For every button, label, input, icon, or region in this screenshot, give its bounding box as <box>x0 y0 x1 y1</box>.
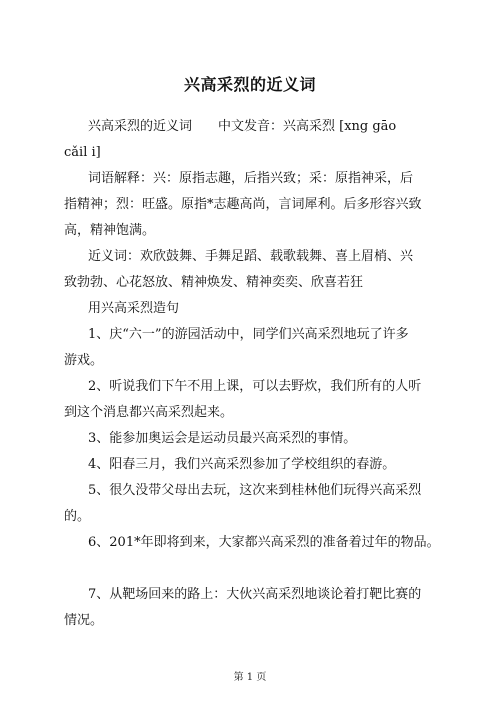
example-sentence: 6、201*年即将到来，大家都兴高采烈的准备着过年的物品。 <box>88 535 440 550</box>
example-sentence: 1、庆“六一”的游园活动中，同学们兴高采烈地玩了许多 <box>88 327 409 342</box>
text-line: 指精神；烈：旺盛。原指*志趣高尚，言词犀利。后多形容兴致 <box>64 197 422 212</box>
text-line: 情况。 <box>64 613 104 628</box>
example-sentence: 3、能参加奥运会是运动员最兴高采烈的事情。 <box>88 431 357 446</box>
text-line: 致勃勃、心花怒放、精神焕发、精神奕奕、欣喜若狂 <box>64 275 364 290</box>
text-line: cǎil i] <box>64 145 101 160</box>
text-line: 兴高采烈的近义词 中文发音：兴高采烈 [xng gāo <box>88 119 397 134</box>
text-line: 词语解释：兴：原指志趣，后指兴致；采：原指神采，后 <box>88 171 414 186</box>
text-line: 高，精神饱满。 <box>64 223 156 238</box>
example-sentence: 7、从靶场回来的路上：大伙兴高采烈地谈论着打靶比赛的 <box>88 587 422 602</box>
text-line: 游戏。 <box>64 353 104 368</box>
section-heading: 用兴高采烈造句 <box>88 301 180 316</box>
page-number: 第 1 页 <box>233 672 267 683</box>
text-line: 的。 <box>64 509 91 524</box>
example-sentence: 4、阳春三月，我们兴高采烈参加了学校组织的春游。 <box>88 457 396 472</box>
text-line: 到这个消息都兴高采烈起来。 <box>64 405 234 420</box>
document-title: 兴高采烈的近义词 <box>183 75 316 94</box>
example-sentence: 5、很久没带父母出去玩，这次来到桂林他们玩得兴高采烈 <box>88 483 422 498</box>
example-sentence: 2、听说我们下午不用上课，可以去野炊，我们所有的人听 <box>88 379 422 394</box>
text-line: 近义词：欢欣鼓舞、手舞足蹈、载歌载舞、喜上眉梢、兴 <box>88 249 414 264</box>
